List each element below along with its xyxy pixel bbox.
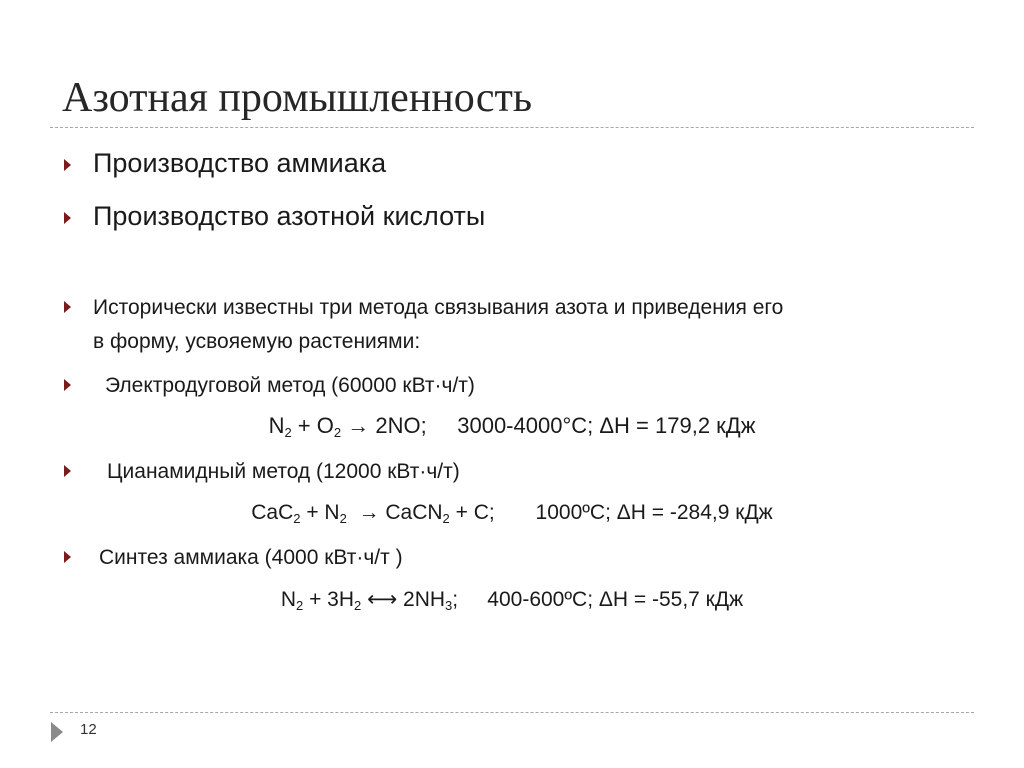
eq-part: + O (291, 413, 334, 438)
bullet-text-line: Исторически известны три метода связывания азота и приведения его (93, 296, 784, 319)
equation-arc (0, 413, 1024, 440)
equation-cyanamide (0, 501, 1024, 526)
eq-part: N (268, 413, 285, 438)
bullet-text-line: в форму, усвояемую растениями: (93, 330, 421, 353)
eq-part: ; 400-600ºС; ΔН = -55,7 кДж (452, 588, 744, 611)
eq-subscript: 2 (293, 511, 301, 526)
bullet-arrow-icon (64, 159, 71, 171)
equation-synthesis (0, 587, 1024, 613)
eq-subscript: 2 (333, 425, 342, 440)
eq-part: + 3H (303, 588, 355, 611)
eq-part: CaC (251, 501, 294, 524)
eq-subscript: 2 (442, 511, 450, 526)
eq-part: ⟷ 2NH (361, 588, 446, 611)
bullet-text: Производство аммиака (93, 148, 387, 178)
bullet-arrow-icon (64, 212, 71, 224)
bullet-arrow-icon (64, 301, 71, 313)
eq-part: + N (300, 501, 340, 524)
bullet-arrow-icon (64, 379, 71, 391)
bullet-text: Синтез аммиака (4000 кВт·ч/т ) (99, 546, 403, 569)
eq-subscript: 2 (296, 598, 304, 613)
bullet-arrow-icon (64, 465, 71, 477)
bullet-text: Электродуговой метод (60000 кВт·ч/т) (105, 374, 475, 397)
footer-arrow-icon (51, 722, 63, 742)
bullet-text: Цианамидный метод (12000 кВт·ч/т) (107, 460, 460, 483)
eq-subscript: 2 (284, 425, 292, 440)
page-number: 12 (80, 721, 97, 738)
footer-divider (50, 712, 974, 713)
bullet-text: Производство азотной кислоты (93, 201, 486, 231)
eq-part: + C; 1000ºС; ΔН = -284,9 кДж (449, 501, 773, 524)
eq-subscript: 2 (339, 511, 347, 526)
eq-subscript: 2 (354, 598, 362, 613)
eq-part: N (280, 588, 296, 611)
eq-part: → CaCN (346, 501, 443, 524)
eq-part: → 2NO; 3000-4000°С; ΔН = 179,2 кДж (341, 413, 756, 438)
title-divider (50, 127, 974, 128)
slide-title: Азотная промышленность (62, 75, 532, 121)
bullet-arrow-icon (64, 551, 71, 563)
eq-subscript: 3 (445, 598, 453, 613)
